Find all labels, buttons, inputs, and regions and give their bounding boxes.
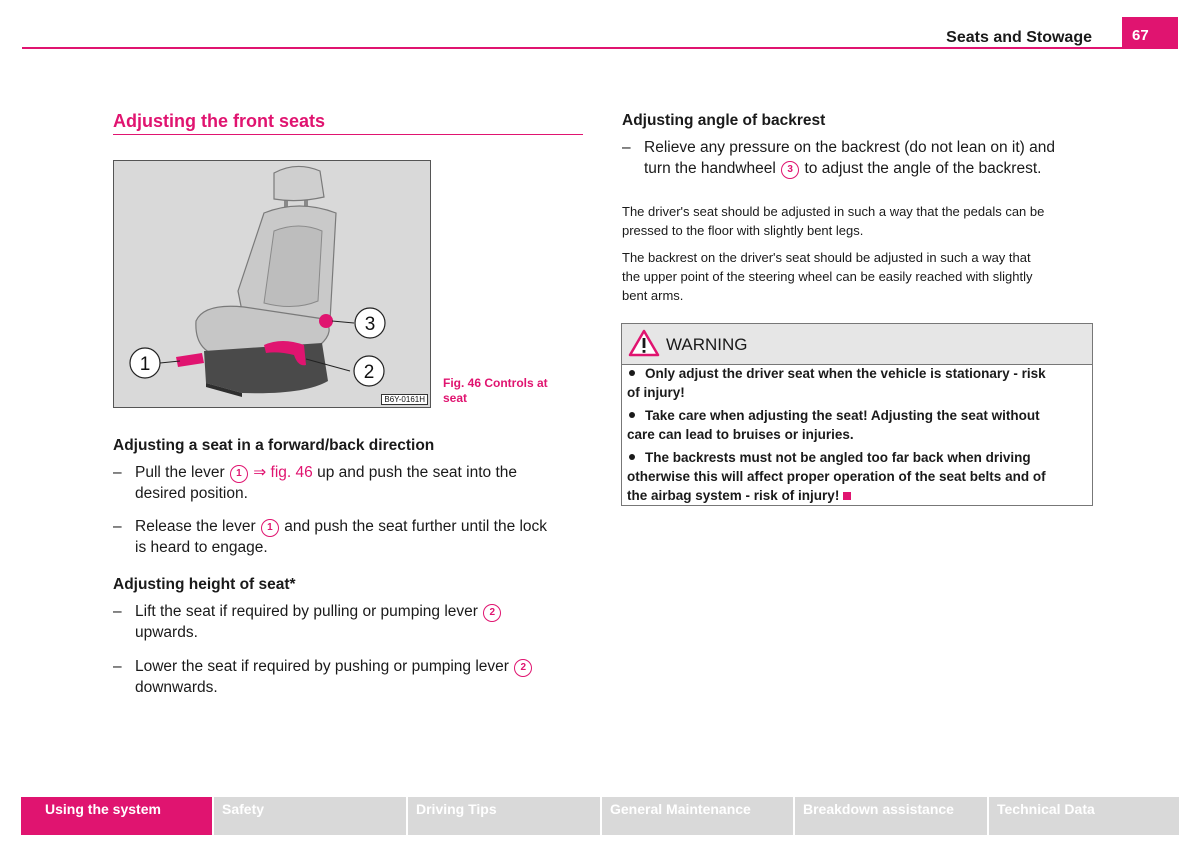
bullet-dot [629, 370, 635, 376]
figure-code: B6Y-0161H [381, 394, 428, 405]
text: is heard to engage. [135, 539, 268, 556]
figure-caption [443, 376, 583, 406]
text: and push the seat further until the lock [284, 518, 548, 535]
warning-header [622, 324, 1092, 365]
subheading-height: Adjusting height of seat* [113, 576, 296, 593]
text: otherwise this will affect proper operation of the seat belts and of [627, 469, 1046, 484]
warning-triangle-icon [628, 329, 660, 357]
text: up and push the seat into the [317, 464, 518, 481]
list-item [113, 462, 583, 506]
paragraph-pedals [622, 202, 1102, 240]
paragraph-backrest [622, 248, 1102, 305]
dash: – [113, 518, 122, 535]
text: pressed to the floor with slightly bent legs. [622, 223, 864, 238]
warning-box [621, 323, 1093, 506]
figure-link[interactable]: ⇒ fig. 46 [253, 464, 313, 481]
text: The backrest on the driver's seat should be adjusted in such a way that [622, 250, 1031, 265]
text: bent arms. [622, 288, 684, 303]
text: the upper point of the steering wheel can be easily reached with slightly [622, 269, 1033, 284]
text: Pull the lever [135, 464, 225, 481]
bottom-nav [21, 797, 1179, 835]
tab-label: Breakdown assistance [803, 801, 954, 817]
bullet-dot [629, 412, 635, 418]
tab-label: Safety [222, 801, 265, 817]
page-number-box [1122, 17, 1178, 49]
subheading-backrest: Adjusting angle of backrest [622, 112, 826, 129]
text: Lift the seat if required by pulling or pumping lever [135, 603, 478, 620]
tab-label: General Maintenance [610, 801, 751, 817]
text: to adjust the angle of the backrest. [804, 160, 1042, 177]
text: of injury! [627, 385, 685, 400]
end-marker-icon [843, 492, 851, 500]
text: Only adjust the driver seat when the vehicle is stationary - risk [645, 366, 1046, 381]
text: desired position. [135, 485, 248, 502]
section-title: Adjusting the front seats [113, 111, 326, 131]
header-rule [22, 47, 1178, 49]
tab-breakdown-assistance[interactable] [795, 797, 987, 835]
figure-caption-line1: Fig. 46 Controls at [443, 376, 548, 390]
list-item [113, 656, 583, 700]
list-item [622, 137, 1102, 181]
text: upwards. [135, 624, 198, 641]
warning-item [627, 406, 1087, 444]
callout-ref-3: 3 [781, 161, 799, 179]
text: Take care when adjusting the seat! Adjusting the seat without [645, 408, 1040, 423]
figure-caption-line2: seat [443, 391, 468, 405]
tab-technical-data[interactable] [989, 797, 1179, 835]
header-title: Seats and Stowage [946, 29, 1092, 46]
text: Relieve any pressure on the backrest (do not lean on it) and [644, 139, 1055, 156]
text: turn the handwheel [644, 160, 776, 177]
callout-ref-1: 1 [261, 519, 279, 537]
warning-title: WARNING [666, 335, 748, 354]
tab-driving-tips[interactable] [408, 797, 600, 835]
seat-illustration [114, 161, 430, 407]
text: care can lead to bruises or injuries. [627, 427, 854, 442]
page-number: 67 [1132, 27, 1149, 44]
section-rule [113, 134, 583, 135]
tab-using-the-system[interactable] [21, 797, 212, 835]
text: The driver's seat should be adjusted in such a way that the pedals can be [622, 204, 1045, 219]
tab-label: Using the system [45, 801, 161, 817]
dash: – [113, 603, 122, 620]
tab-label: Driving Tips [416, 801, 497, 817]
dash: – [113, 658, 122, 675]
callout-3: 3 [364, 314, 376, 335]
warning-item [627, 364, 1087, 402]
tab-safety[interactable] [214, 797, 406, 835]
callout-ref-1: 1 [230, 465, 248, 483]
subheading-forward-back: Adjusting a seat in a forward/back direction [113, 437, 435, 454]
text: The backrests must not be angled too far back when driving [645, 450, 1031, 465]
seat-controls-figure [113, 160, 431, 408]
dash: – [622, 139, 631, 156]
list-item [113, 516, 583, 560]
dash: – [113, 464, 122, 481]
text: the airbag system - risk of injury! [627, 488, 840, 503]
text: Lower the seat if required by pushing or pumping lever [135, 658, 509, 675]
callout-ref-2: 2 [483, 604, 501, 622]
tab-label: Technical Data [997, 801, 1095, 817]
bullet-dot [629, 454, 635, 460]
callout-1: 1 [139, 354, 151, 375]
text: downwards. [135, 679, 218, 696]
tab-general-maintenance[interactable] [602, 797, 793, 835]
warning-item [627, 448, 1087, 505]
callout-ref-2: 2 [514, 659, 532, 677]
list-item [113, 601, 583, 645]
callout-2: 2 [363, 362, 375, 383]
text: Release the lever [135, 518, 256, 535]
